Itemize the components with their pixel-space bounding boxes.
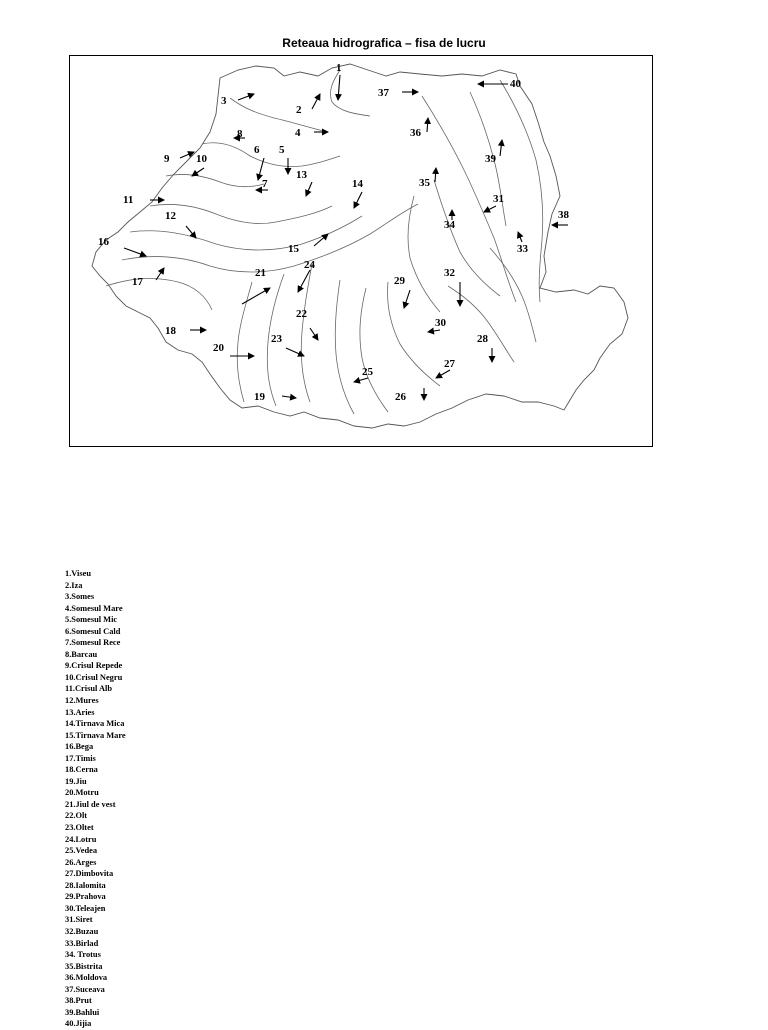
pointer-arrows [124,75,568,400]
page-title: Reteaua hidrografica – fisa de lucru [282,36,486,50]
legend-item: 15.Tirnava Mare [65,730,126,740]
legend-item: 25.Vedea [65,846,98,856]
map-label: 31 [493,193,504,205]
legend-item: 29.Prahova [65,892,106,902]
legend-item: 24.Lotru [65,834,97,844]
map-label: 11 [123,194,134,206]
legend-item: 27.Dimbovita [65,869,114,879]
map-label: 20 [213,342,224,354]
legend-item: 30.Teleajen [65,903,106,913]
map-label: 32 [444,267,455,279]
arrow-17 [156,268,164,280]
arrow-22 [310,328,318,340]
map-label: 2 [296,104,302,116]
arrow-29 [404,290,410,308]
map-label: 18 [165,325,176,337]
map-drawing [70,56,653,447]
arrow-27 [436,370,450,378]
legend-item: 39.Bahlui [65,1007,100,1017]
legend-item: 35.Bistrita [65,961,103,971]
map-label: 36 [410,127,421,139]
arrow-19 [282,396,296,398]
arrow-9 [180,152,194,158]
legend-item: 23.Oltet [65,823,94,833]
legend-item: 32.Buzau [65,926,99,936]
legend-item: 12.Mures [65,696,99,706]
legend-item: 20.Motru [65,788,99,798]
legend-item: 14.Tirnava Mica [65,719,125,729]
arrow-15 [314,234,328,246]
map-label: 29 [394,275,405,287]
arrow-24 [298,270,310,292]
map-label: 22 [296,308,307,320]
map-label: 3 [221,95,227,107]
map-label: 8 [237,128,243,140]
legend-item: 8.Barcau [65,649,98,659]
arrow-16 [124,248,146,256]
map-label: 19 [254,391,265,403]
legend-item: 5.Somesul Mic [65,615,118,625]
legend-item: 9.Crisul Repede [65,661,123,671]
legend-item: 36.Moldova [65,973,108,983]
river-network-map [69,55,653,447]
map-label: 16 [98,236,109,248]
arrow-31 [484,206,496,212]
country-border [92,64,628,428]
legend-item: 40.Jijia [65,1019,92,1029]
arrow-1 [338,75,340,100]
legend-item: 19.Jiu [65,776,87,786]
arrow-3 [238,94,254,100]
legend-item: 16.Bega [65,742,94,752]
legend-item: 4.Somesul Mare [65,603,123,613]
legend-item: 11.Crisul Alb [65,684,113,694]
arrow-33 [518,232,522,242]
arrow-14 [354,192,362,208]
legend-item: 18.Cerna [65,765,98,775]
legend-item: 7.Somesul Rece [65,638,121,648]
map-label: 12 [165,210,176,222]
legend-item: 37.Suceava [65,984,105,994]
arrow-13 [306,182,312,196]
map-label: 24 [304,259,315,271]
legend-item: 6.Somesul Cald [65,626,121,636]
legend-item: 33.Birlad [65,938,99,948]
legend-item: 17.Timis [65,753,96,763]
legend-item: 31.Siret [65,915,93,925]
map-label: 35 [419,177,430,189]
legend-item: 38.Prut [65,996,92,1006]
map-label: 9 [164,153,170,165]
map-label: 1 [336,62,342,74]
legend-item: 21.Jiul de vest [65,799,116,809]
map-label: 34 [444,219,455,231]
legend-item: 28.Ialomita [65,880,106,890]
rivers [106,70,543,414]
arrow-36 [427,118,428,132]
map-label: 17 [132,276,143,288]
arrow-25 [354,378,368,382]
legend-item: 22.Olt [65,811,88,821]
map-label: 5 [279,144,285,156]
river-legend [65,568,126,1030]
map-label: 30 [435,317,446,329]
legend-item: 26.Arges [65,857,97,867]
map-label: 38 [558,209,569,221]
map-label: 39 [485,153,496,165]
map-label: 15 [288,243,299,255]
map-label: 28 [477,333,488,345]
legend-item: 13.Aries [65,707,95,717]
arrow-35 [435,168,436,182]
map-label: 37 [378,87,389,99]
arrow-10 [192,168,204,176]
map-label: 6 [254,144,260,156]
map-label: 23 [271,333,282,345]
legend-item: 34. Trotus [65,950,101,960]
legend-item: 10.Crisul Negru [65,672,123,682]
map-label: 13 [296,169,307,181]
map-label: 21 [255,267,266,279]
map-label: 25 [362,366,373,378]
map-label: 14 [352,178,363,190]
arrow-21 [242,288,270,304]
map-label: 26 [395,391,406,403]
map-label: 4 [295,127,301,139]
arrow-6 [258,158,264,180]
map-label: 40 [510,78,521,90]
legend-item: 2.Iza [65,580,83,590]
map-label: 27 [444,358,455,370]
legend-item: 1.Viseu [65,569,91,578]
arrow-30 [428,330,440,332]
map-label: 7 [262,178,268,190]
legend-item: 3.Somes [65,592,95,602]
map-label: 33 [517,243,528,255]
arrow-2 [312,94,320,109]
arrow-39 [500,140,502,156]
map-label: 10 [196,153,207,165]
